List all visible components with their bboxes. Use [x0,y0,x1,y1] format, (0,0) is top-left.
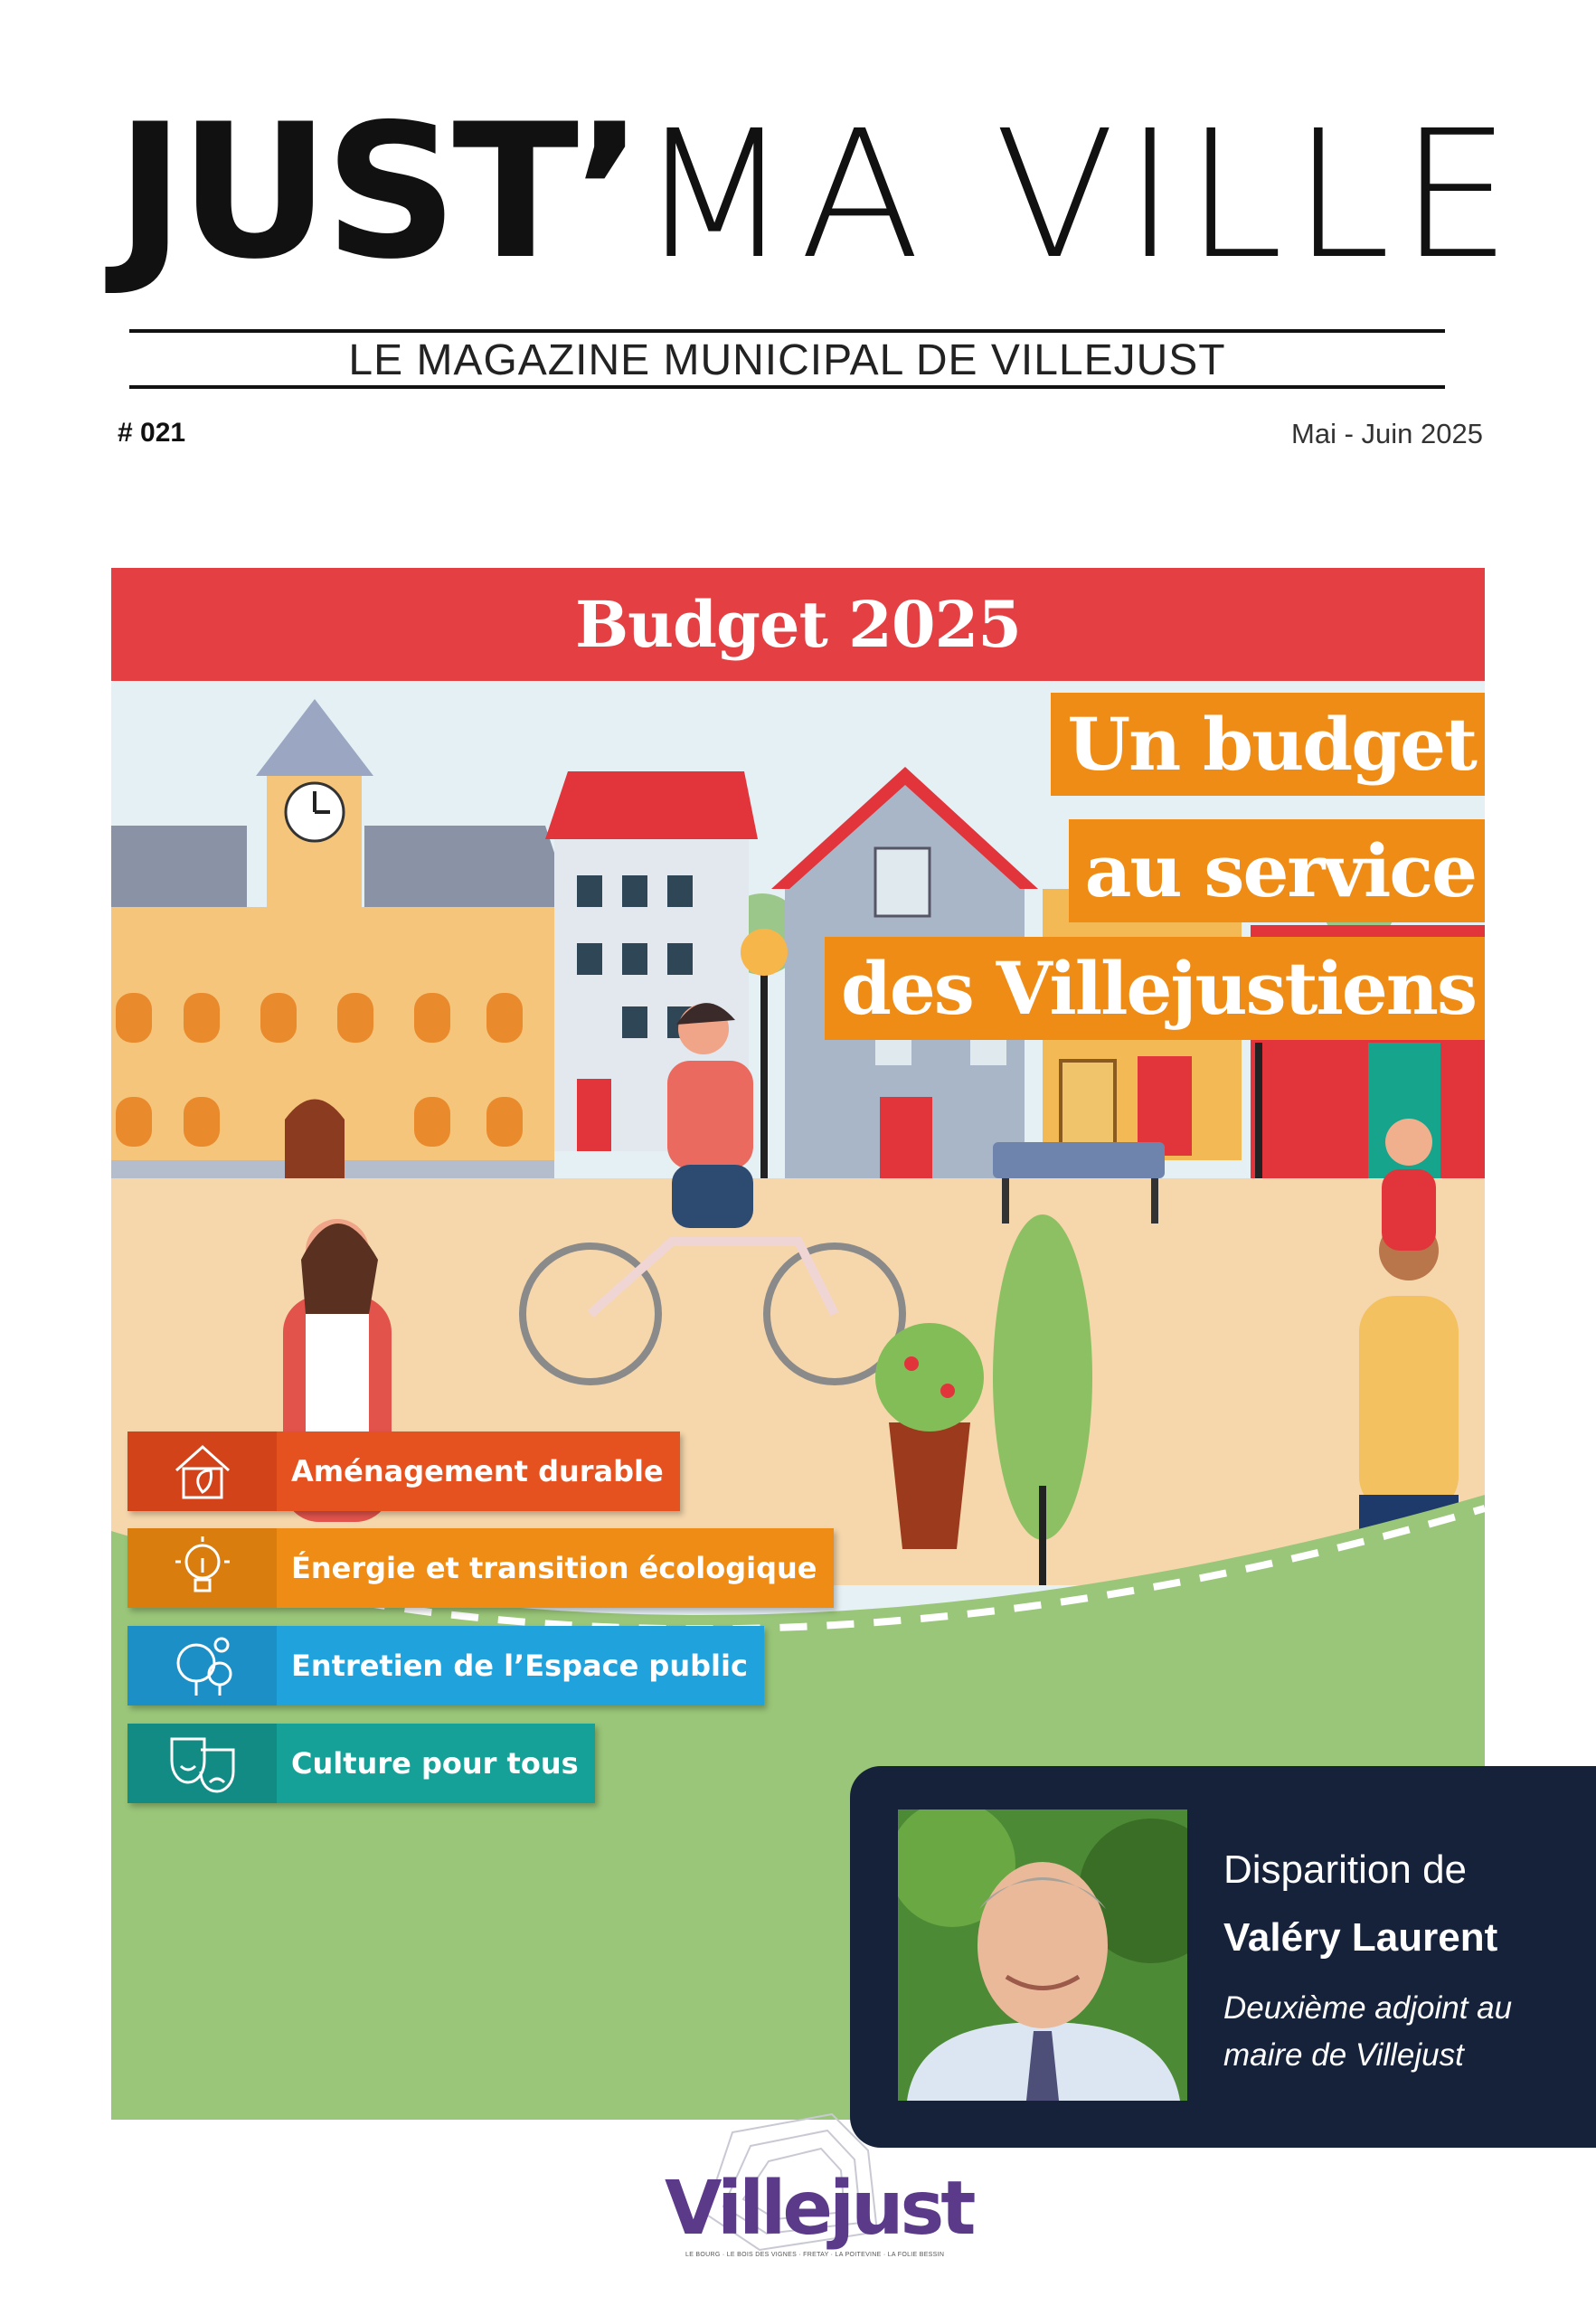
subtitle-rule-top [129,329,1445,333]
budget-banner: Budget 2025 [111,568,1485,681]
obituary-name: Valéry Laurent [1223,1915,1498,1960]
theme-culture [127,1724,595,1803]
title-bold: JUST’ [116,85,639,300]
theme-entretien [127,1626,764,1706]
lightbulb-plant-icon [127,1528,277,1608]
house-leaf-icon [127,1432,277,1511]
portrait-photo [898,1809,1187,2101]
issue-number: # 021 [118,418,186,448]
theme-label: Aménagement durable [291,1454,664,1488]
trees-sun-icon [127,1626,277,1706]
magazine-title [116,85,1521,300]
subtitle-rule-bottom [129,385,1445,389]
obituary-role: Deuxième adjoint au maire de Villejust [1223,1990,1513,2073]
theme-energie [127,1528,834,1608]
headline-line-1: Un budget [1051,693,1485,796]
logo-tagline: LE BOURG · LE BOIS DES VIGNES · FRETAY · LA POITEVINE · LA FOLIE BESSIN [685,2252,945,2258]
theme-label: Culture pour tous [291,1746,579,1781]
villejust-logo: Villejust [665,2166,973,2252]
issue-date: Mai - Juin 2025 [1291,418,1483,449]
obituary-intro: Disparition de [1223,1847,1468,1892]
theme-label: Entretien de l’Espace public [291,1649,748,1683]
obituary-card [850,1766,1596,2148]
theme-label: Énergie et transition écologique [291,1551,817,1585]
headline-line-3: des Villejustiens [825,937,1485,1040]
magazine-subtitle: LE MAGAZINE MUNICIPAL DE VILLEJUST [348,336,1226,384]
headline-line-2: au service [1069,819,1485,922]
title-light: MA VILLE [638,92,1521,298]
theme-amenagement [127,1432,680,1511]
theater-masks-icon [127,1724,277,1803]
